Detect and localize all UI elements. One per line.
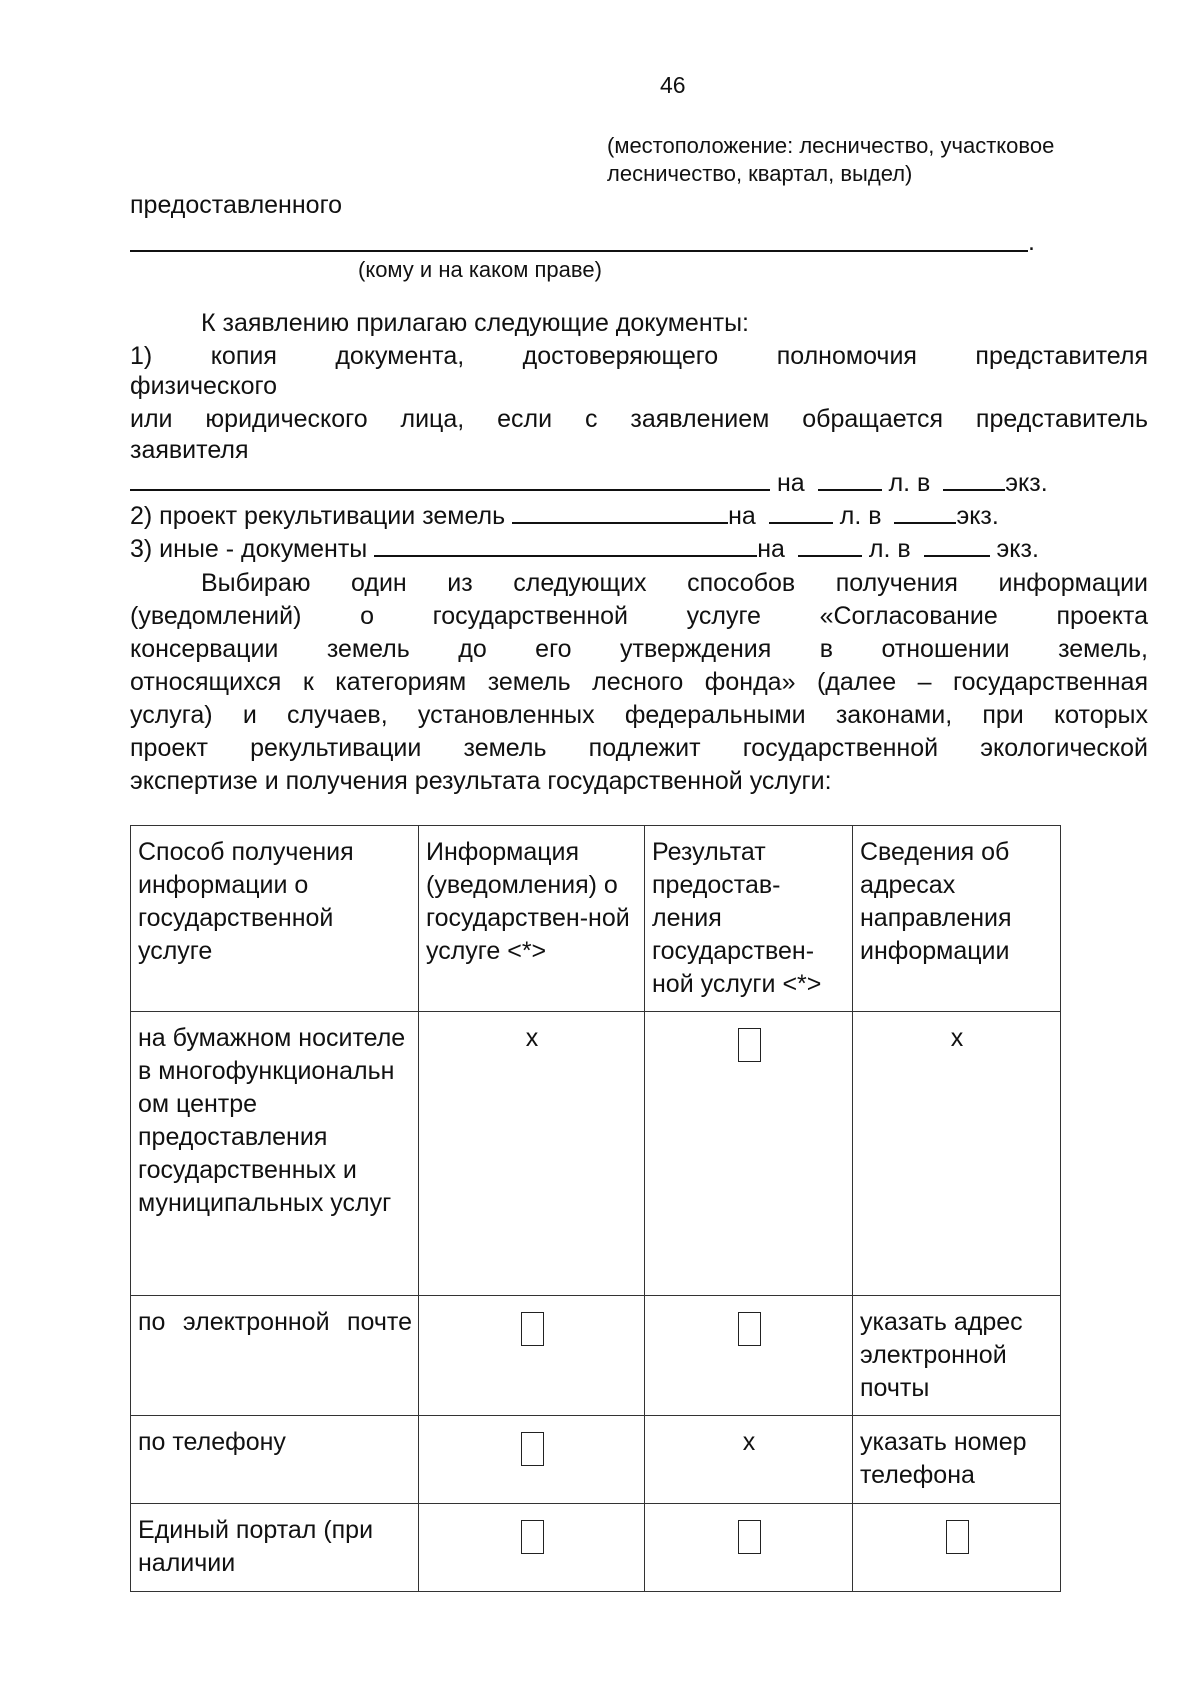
row-result-checkbox[interactable]: [645, 1504, 853, 1592]
row-method: Единый портал (при наличии: [131, 1504, 419, 1592]
choice-para-line7: экспертизе и получения результата государственной услуги:: [130, 767, 832, 795]
table-row: [131, 1416, 1061, 1504]
na-label: на: [757, 535, 785, 563]
x-mark: x: [950, 1024, 964, 1052]
na-label: на: [728, 502, 756, 530]
header-result: Результат предостав-ления государствен-ной услуги <*>: [645, 826, 853, 1012]
checkbox-icon[interactable]: [738, 1520, 761, 1554]
table-row: [131, 1504, 1061, 1592]
row-address-checkbox[interactable]: [853, 1504, 1061, 1592]
row-address: указать номер телефона: [853, 1416, 1061, 1504]
doc2-row: [130, 500, 999, 531]
x-mark: x: [742, 1428, 756, 1456]
row-result-checkbox[interactable]: [645, 1296, 853, 1416]
l-v-label: л. в: [839, 502, 882, 530]
provided-period: .: [1028, 228, 1035, 256]
table-row: [131, 1296, 1061, 1416]
row-method: по электронной почте: [131, 1296, 419, 1416]
checkbox-icon[interactable]: [521, 1520, 544, 1554]
table-row: [131, 1012, 1061, 1296]
row-method: по телефону: [131, 1416, 419, 1504]
checkbox-icon[interactable]: [521, 1432, 544, 1466]
doc1-count-row: [130, 467, 1048, 498]
table-header-row: [131, 826, 1061, 1012]
header-method: Способ получения информации о государственной услуге: [131, 826, 419, 1012]
location-caption-line2: лесничество, квартал, выдел): [607, 161, 913, 186]
doc2-copies-blank[interactable]: [894, 500, 956, 524]
row-info-checkbox[interactable]: [419, 1416, 645, 1504]
choice-para-line3: консервации земель до его утверждения в отношении земель,: [130, 635, 1148, 663]
doc1-sheets-blank[interactable]: [818, 467, 882, 491]
choice-para-line1: Выбираю один из следующих способов получения информации: [201, 569, 1148, 597]
l-v-label: л. в: [888, 469, 931, 497]
row-info-checkbox[interactable]: [419, 1504, 645, 1592]
provided-blank-line: [130, 250, 1028, 252]
row-method: на бумажном носителе в многофункциональн ом центре предоставления государственных и муниципальных услуг: [131, 1012, 419, 1296]
header-info: Информация (уведомления) о государствен-ной услуге <*>: [419, 826, 645, 1012]
x-mark: x: [525, 1024, 539, 1052]
doc3-row: [130, 533, 1039, 564]
page-number: 46: [660, 72, 686, 98]
checkbox-icon[interactable]: [946, 1520, 969, 1554]
choice-para-line6: проект рекультивации земель подлежит государственной экологической: [130, 734, 1148, 762]
doc2-sheets-blank[interactable]: [769, 500, 833, 524]
doc2-blank[interactable]: [512, 500, 728, 524]
doc1-name-blank[interactable]: [130, 467, 770, 491]
info-method-table: [130, 825, 1061, 1592]
doc1-line3: или юридического лица, если с заявлением обращается представитель: [130, 405, 1148, 433]
row-info-checkbox[interactable]: [419, 1296, 645, 1416]
choice-para-line2: (уведомлений) о государственной услуге «Согласование проекта: [130, 602, 1148, 630]
ekz-label: экз.: [956, 502, 999, 530]
l-v-label: л. в: [868, 535, 911, 563]
provided-label: предоставленного: [130, 191, 343, 219]
doc1-line2: физического: [130, 372, 277, 400]
checkbox-icon[interactable]: [738, 1028, 761, 1062]
header-address: Сведения об адресах направления информации: [853, 826, 1061, 1012]
doc2-label: 2) проект рекультивации земель: [130, 502, 506, 530]
to-whom-caption: (кому и на каком праве): [358, 257, 602, 282]
doc3-label: 3) иные - документы: [130, 535, 368, 563]
na-label: на: [776, 469, 805, 497]
doc3-sheets-blank[interactable]: [798, 533, 862, 557]
choice-para-line5: услуга) и случаев, установленных федеральными законами, при которых: [130, 701, 1148, 729]
checkbox-icon[interactable]: [738, 1312, 761, 1346]
doc1-line4: заявителя: [130, 436, 249, 464]
row-address-mark: [853, 1012, 1061, 1296]
row-address: указать адрес электронной почты: [853, 1296, 1061, 1416]
ekz-label: экз.: [996, 535, 1039, 563]
checkbox-icon[interactable]: [521, 1312, 544, 1346]
attach-intro: К заявлению прилагаю следующие документы:: [201, 309, 749, 337]
row-result-checkbox[interactable]: [645, 1012, 853, 1296]
location-caption-line1: (местоположение: лесничество, участковое: [607, 133, 1055, 158]
row-result-mark: [645, 1416, 853, 1504]
row-info-mark: [419, 1012, 645, 1296]
doc3-blank[interactable]: [374, 533, 757, 557]
choice-para-line4: относящихся к категориям земель лесного фонда» (далее – государственная: [130, 668, 1148, 696]
ekz-label: экз.: [1005, 469, 1048, 497]
doc3-copies-blank[interactable]: [924, 533, 990, 557]
doc1-line1: 1) копия документа, достоверяющего полномочия представителя: [130, 342, 1148, 370]
doc1-copies-blank[interactable]: [943, 467, 1005, 491]
